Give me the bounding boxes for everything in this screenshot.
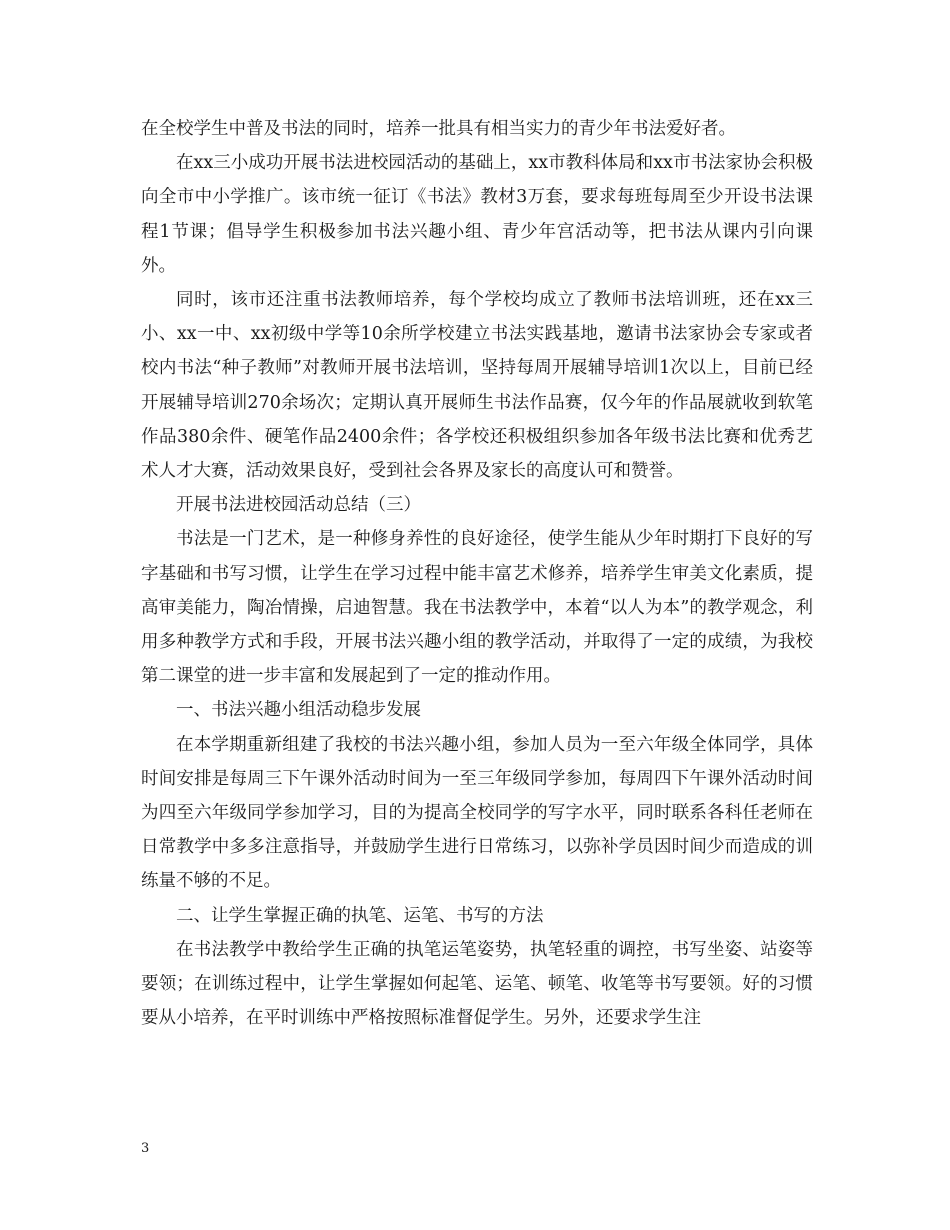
paragraph: 同时，该市还注重书法教师培养，每个学校均成立了教师书法培训班，还在xx三小、xx一中、xx初级中学等10余所学校建立书法实践基地，邀请书法家协会专家或者校内书法“种子教师”对教师开展书法培训，坚持每周开展辅导培训1次以上，目前已经开展辅导培训270余场次；定期认真开展师生书法作品赛，仅今年的作品展就收到软笔作品380余件、硬笔作品2400余件；各学校还积极组织参加各年级书法比赛和优秀艺术人才大赛，活动效果良好，受到社会各界及家长的高度认可和赞誉。 [141,290,813,482]
paragraph-continuation: 在全校学生中普及书法的同时，培养一批具有相当实力的青少年书法爱好者。 [141,119,736,139]
paragraph: 在书法教学中教给学生正确的执笔运笔姿势，执笔轻重的调控，书写坐姿、站姿等要领；在训练过程中，让学生掌握如何起笔、运笔、顿笔、收笔等书写要领。好的习惯要从小培养，在平时训练中严格按照标准督促学生。另外，还要求学生注 [141,939,813,1029]
page-number: 3 [141,1141,150,1156]
section-heading: 二、让学生掌握正确的执笔、运笔、书写的方法 [176,905,544,926]
paragraph: 在xx三小成功开展书法进校园活动的基础上，xx市教科体局和xx市书法家协会积极向全市中小学推广。该市统一征订《书法》教材3万套，要求每班每周至少开设书法课程1节课；倡导学生积极参加书法兴趣小组、青少年宫活动等，把书法从课内引向课外。 [141,153,813,276]
document-body [141,112,813,1035]
section-heading: 一、书法兴趣小组活动稳步发展 [176,700,421,721]
paragraph: 在本学期重新组建了我校的书法兴趣小组，参加人员为一至六年级全体同学，具体时间安排是每周三下午课外活动时间为一至三年级同学参加，每周四下午课外活动时间为四至六年级同学参加学习，目的为提高全校同学的写字水平，同时联系各科任老师在日常教学中多多注意指导，并鼓励学生进行日常练习，以弥补学员因时间少而造成的训练量不够的不足。 [141,734,813,892]
section-title: 开展书法进校园活动总结（三） [176,495,421,516]
paragraph: 书法是一门艺术，是一种修身养性的良好途径，使学生能从少年时期打下良好的写字基础和书写习惯，让学生在学习过程中能丰富艺术修养，培养学生审美文化素质，提高审美能力，陶冶情操，启迪智慧。我在书法教学中，本着“以人为本”的教学观念，利用多种教学方式和手段，开展书法兴趣小组的教学活动，并取得了一定的成绩，为我校第二课堂的进一步丰富和发展起到了一定的推动作用。 [141,529,813,687]
